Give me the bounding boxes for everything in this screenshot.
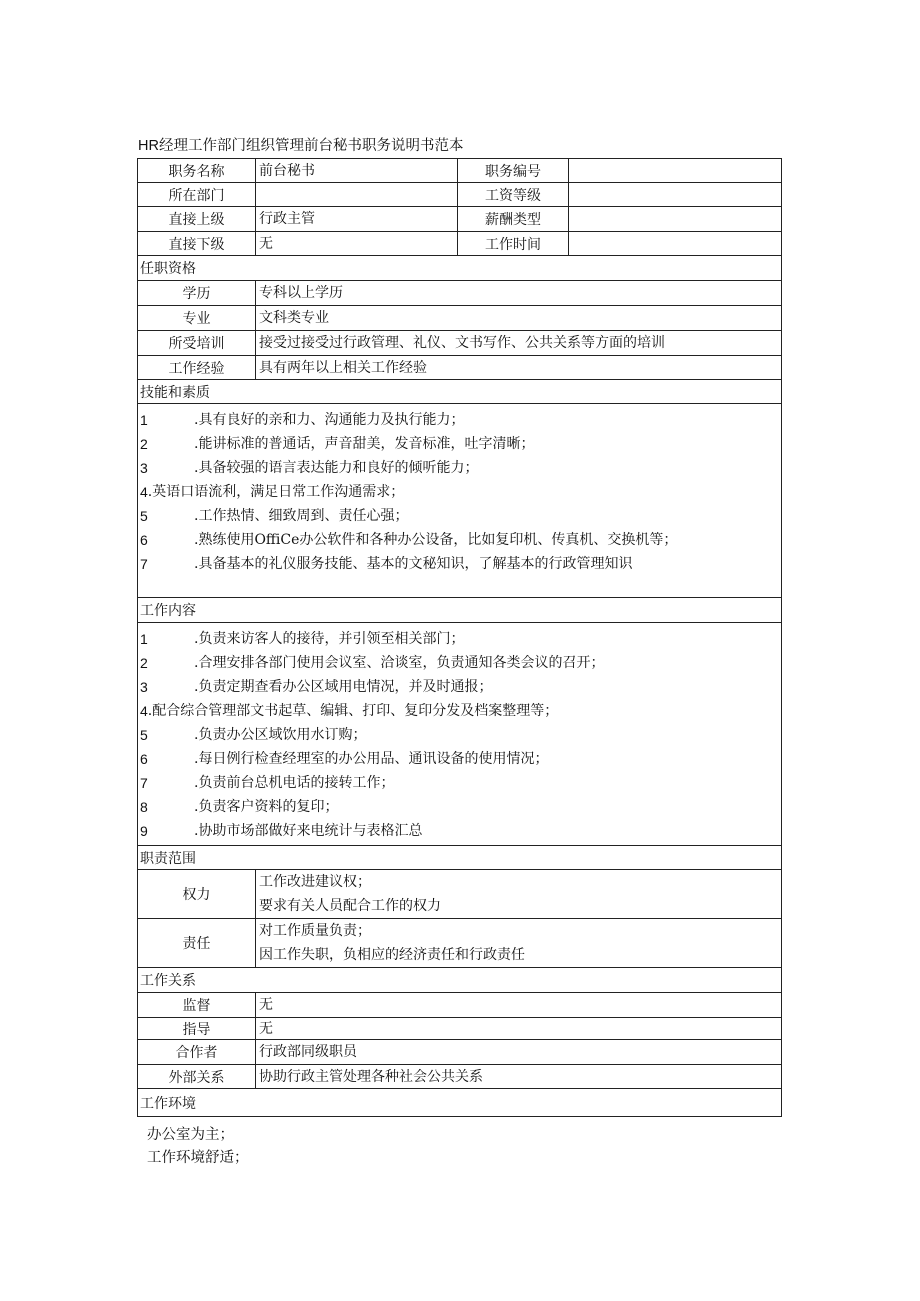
row-superior	[138, 207, 782, 232]
training-label: 所受培训	[138, 331, 256, 356]
supervise-label: 监督	[138, 993, 256, 1018]
list-item: 2 .合理安排各部门使用会议室、洽谈室，负责通知各类会议的召开；	[140, 655, 605, 671]
list-item: 4 .英语口语流利，满足日常工作沟通需求；	[140, 484, 405, 500]
education-label: 学历	[138, 281, 256, 306]
guide-label: 指导	[138, 1018, 256, 1040]
job-name-label: 职务名称	[138, 159, 256, 183]
qualification-row	[138, 331, 782, 356]
environment-line-1: 办公室为主；	[147, 1127, 234, 1143]
list-item: 6 .熟练使用OffiCe办公软件和各种办公设备，比如复印机、传真机、交换机等；	[140, 532, 678, 548]
document-title	[138, 134, 463, 155]
salary-grade-label: 工资等级	[458, 183, 569, 207]
experience-value: 具有两年以上相关工作经验	[256, 356, 782, 380]
qualifications-heading: 任职资格	[138, 256, 782, 281]
row-job-name	[138, 159, 782, 183]
relation-row	[138, 1018, 782, 1040]
department-value	[256, 183, 458, 207]
superior-value: 行政主管	[256, 207, 458, 232]
scope-row	[138, 870, 782, 919]
environment-heading: 工作环境	[138, 1089, 782, 1117]
authority-value: 工作改进建议权； 要求有关人员配合工作的权力	[256, 870, 782, 919]
list-item: 5 .负责办公区域饮用水订购；	[140, 727, 367, 743]
pay-type-value	[569, 207, 782, 232]
skills-list	[138, 404, 782, 598]
major-value: 文科类专业	[256, 306, 782, 331]
list-item: 2 .能讲标准的普通话，声音甜美，发音标准，吐字清晰；	[140, 436, 535, 452]
qualification-row	[138, 356, 782, 380]
external-value: 协助行政主管处理各种社会公共关系	[256, 1065, 782, 1089]
training-value: 接受过接受过行政管理、礼仪、文书写作、公共关系等方面的培训	[256, 331, 782, 356]
duties-heading: 工作内容	[138, 598, 782, 623]
authority-label: 权力	[138, 870, 256, 919]
qualification-row	[138, 281, 782, 306]
list-item: 8 .负责客户资料的复印；	[140, 799, 339, 815]
job-code-label: 职务编号	[458, 159, 569, 183]
job-name-value: 前台秘书	[256, 159, 458, 183]
work-time-value	[569, 232, 782, 256]
experience-label: 工作经验	[138, 356, 256, 380]
relation-row	[138, 1040, 782, 1065]
list-item: 9 .协助市场部做好来电统计与表格汇总	[140, 823, 423, 839]
duties-list	[138, 623, 782, 846]
department-label: 所在部门	[138, 183, 256, 207]
relations-heading: 工作关系	[138, 968, 782, 993]
scope-heading: 职责范围	[138, 846, 782, 870]
job-description-table	[137, 158, 782, 1117]
relation-row	[138, 1065, 782, 1089]
list-item: 1 .具有良好的亲和力、沟通能力及执行能力；	[140, 412, 465, 428]
supervise-value: 无	[256, 993, 782, 1018]
subordinate-value: 无	[256, 232, 458, 256]
list-item: 3 .具备较强的语言表达能力和良好的倾听能力；	[140, 460, 479, 476]
list-item: 4 .配合综合管理部文书起草、编辑、打印、复印分发及档案整理等；	[140, 703, 559, 719]
superior-label: 直接上级	[138, 207, 256, 232]
work-time-label: 工作时间	[458, 232, 569, 256]
job-code-value	[569, 159, 782, 183]
major-label: 专业	[138, 306, 256, 331]
row-department	[138, 183, 782, 207]
list-item: 3 .负责定期查看办公区域用电情况，并及时通报；	[140, 679, 493, 695]
guide-value: 无	[256, 1018, 782, 1040]
responsibility-label: 责任	[138, 919, 256, 968]
relation-row	[138, 993, 782, 1018]
title-text: 经理工作部门组织管理前台秘书职务说明书范本	[158, 138, 464, 154]
environment-line-2: 工作环境舒适；	[147, 1150, 249, 1166]
external-label: 外部关系	[138, 1065, 256, 1089]
list-item: 7 .负责前台总机电话的接转工作；	[140, 775, 395, 791]
title-prefix: HR	[138, 138, 159, 154]
list-item: 1 .负责来访客人的接待，并引领至相关部门；	[140, 631, 465, 647]
qualification-row	[138, 306, 782, 331]
pay-type-label: 薪酬类型	[458, 207, 569, 232]
list-item: 5 .工作热情、细致周到、责任心强；	[140, 508, 409, 524]
collaborator-label: 合作者	[138, 1040, 256, 1065]
salary-grade-value	[569, 183, 782, 207]
list-item: 6 .每日例行检查经理室的办公用品、通讯设备的使用情况；	[140, 751, 549, 767]
subordinate-label: 直接下级	[138, 232, 256, 256]
education-value: 专科以上学历	[256, 281, 782, 306]
list-item: 7 .具备基本的礼仪服务技能、基本的文秘知识，了解基本的行政管理知识	[140, 556, 633, 572]
collaborator-value: 行政部同级职员	[256, 1040, 782, 1065]
row-subordinate	[138, 232, 782, 256]
scope-row	[138, 919, 782, 968]
responsibility-value: 对工作质量负责； 因工作失职，负相应的经济责任和行政责任	[256, 919, 782, 968]
skills-heading: 技能和素质	[138, 380, 782, 404]
